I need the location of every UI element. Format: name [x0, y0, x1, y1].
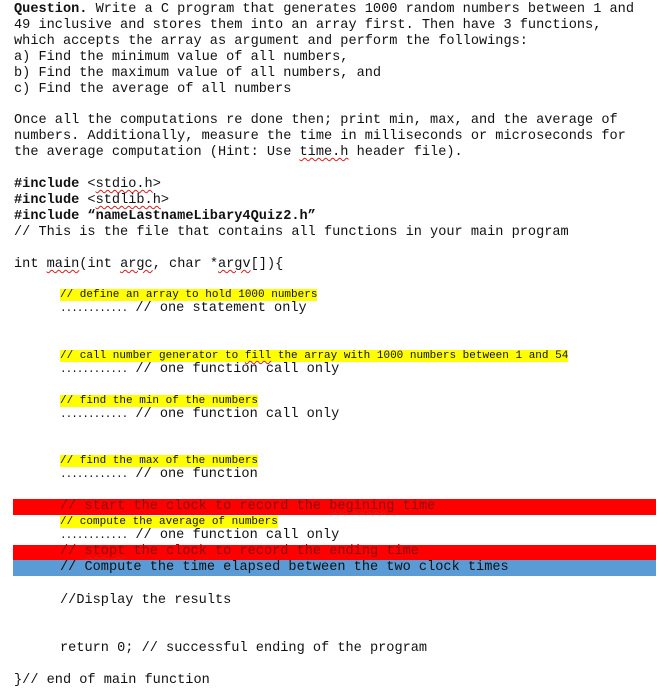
block4-comment: // find the max of the numbers	[60, 455, 259, 467]
para2-line-1: Once all the computations re done then; print min, max, and the average of	[14, 113, 618, 128]
para2-line-3: the average computation (Hint: Use time.h header file).	[14, 145, 463, 160]
block3-statement: ............ // one function call only	[60, 407, 340, 422]
block2-comment: // call number generator to fill the array with 1000 numbers between 1 and 54	[60, 350, 569, 362]
block2-statement: ............ // one function call only	[60, 362, 340, 377]
block4-statement: ............ // one function	[60, 467, 258, 482]
include-comment: // This is the file that contains all functions in your main program	[14, 225, 569, 240]
include-stdio: #include <stdio.h>	[14, 177, 161, 192]
question-line-1: Question. Write a C program that generates 1000 random numbers between 1 and	[14, 2, 634, 17]
end-of-main: }// end of main function	[14, 673, 210, 688]
block5-statement: ............ // one function call only	[60, 528, 340, 543]
include-stdlib: #include <stdlib.h>	[14, 193, 170, 208]
block3-comment: // find the min of the numbers	[60, 395, 259, 407]
task-item-a: a) Find the minimum value of all numbers,	[14, 50, 349, 65]
task-item-c: c) Find the average of all numbers	[14, 82, 292, 97]
compute-average-comment: // compute the average of numbers	[60, 516, 278, 528]
block1-statement: ............ // one statement only	[60, 301, 307, 316]
para2-line-2: numbers. Additionally, measure the time in milliseconds or microseconds for	[14, 129, 626, 144]
elapsed-time-comment: // Compute the time elapsed between the two clock times	[60, 560, 509, 575]
main-signature: int main(int argc, char *argv[]){	[14, 257, 284, 272]
question-label: Question.	[14, 2, 88, 17]
question-line-2: 49 inclusive and stores them into an array first. Then have 3 functions,	[14, 18, 602, 33]
include-custom-header: #include “nameLastnameLibary4Quiz2.h”	[14, 209, 316, 224]
block1-comment: // define an array to hold 1000 numbers	[60, 289, 318, 301]
return-statement: return 0; // successful ending of the program	[60, 641, 428, 656]
time-h-word: time.h	[299, 145, 349, 160]
display-results-comment: //Display the results	[60, 593, 232, 608]
stop-clock-comment: // stopt the clock to record the ending time	[60, 544, 419, 559]
task-item-b: b) Find the maximum value of all numbers, and	[14, 66, 382, 81]
question-line-3: which accepts the array as argument and perform the followings:	[14, 34, 528, 49]
start-clock-comment: // start the clock to record the begining time	[60, 499, 436, 514]
